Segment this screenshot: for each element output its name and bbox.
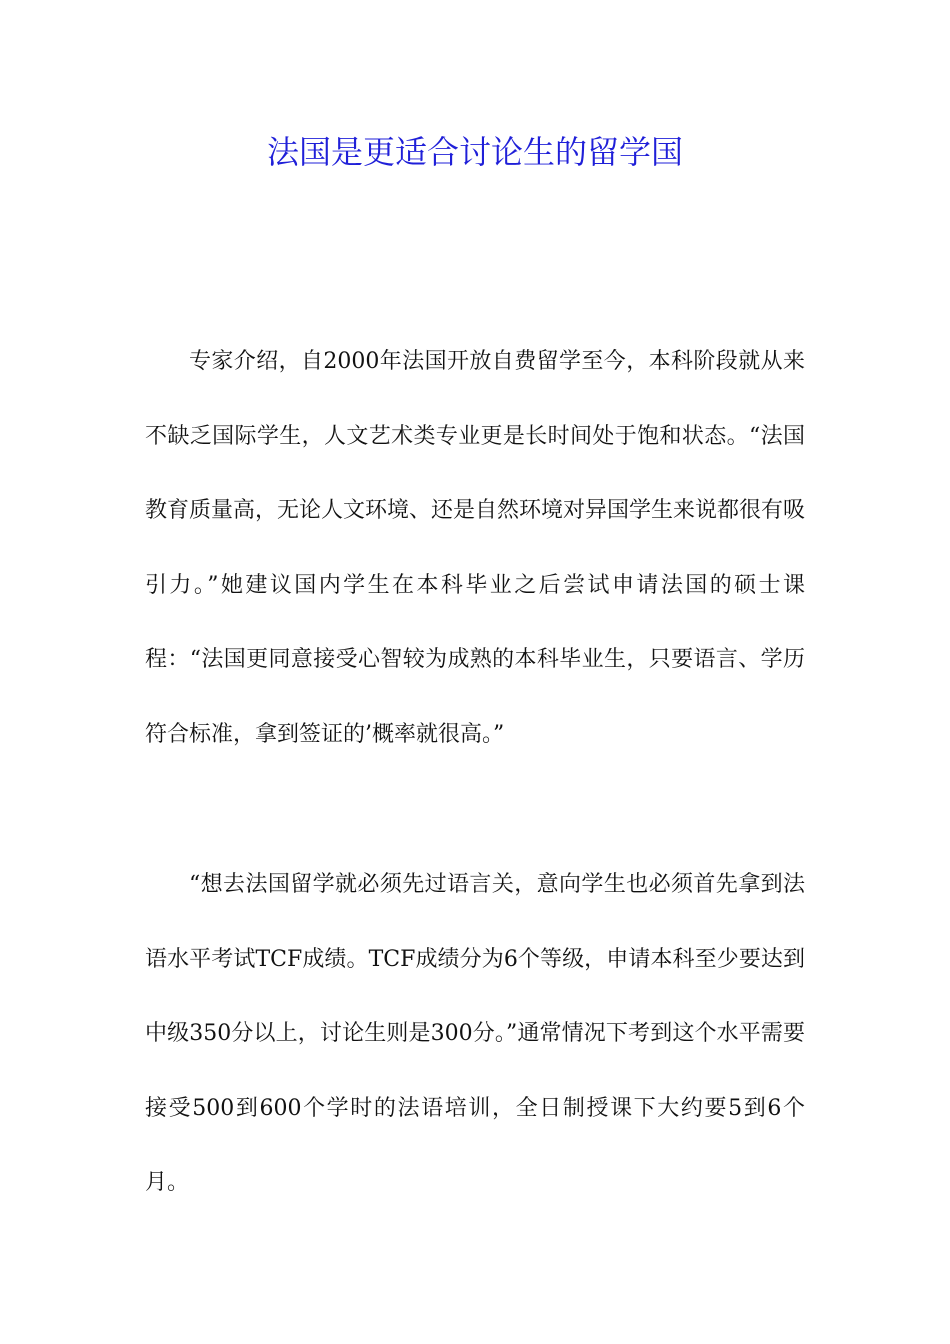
body-paragraph-1-container xyxy=(145,325,805,772)
body-paragraph: “想去法国留学就必须先过语言关，意向学生也必须首先拿到法语水平考试TCF成绩。TCF成绩分为6个等级，申请本科至少要达到中级350分以上，讨论生则是300分。”通常情况下考到这个水平需要接受500到600个学时的法语培训，全日制授课下大约要5到6个月。 xyxy=(145,872,805,1195)
body-paragraph: 专家介绍，自2000年法国开放自费留学至今，本科阶段就从来不缺乏国际学生，人文艺术类专业更是长时间处于饱和状态。“法国教育质量高，无论人文环境、还是自然环境对异国学生来说都很有吸引力。”她建议国内学生在本科毕业之后尝试申请法国的硕士课程：“法国更同意接受心智较为成熟的本科毕业生，只要语言、学历符合标准，拿到签证的’概率就很高。” xyxy=(145,349,806,747)
document-title: 法国是更适合讨论生的留学国 xyxy=(266,133,683,171)
body-paragraph-2-container xyxy=(145,848,805,1221)
